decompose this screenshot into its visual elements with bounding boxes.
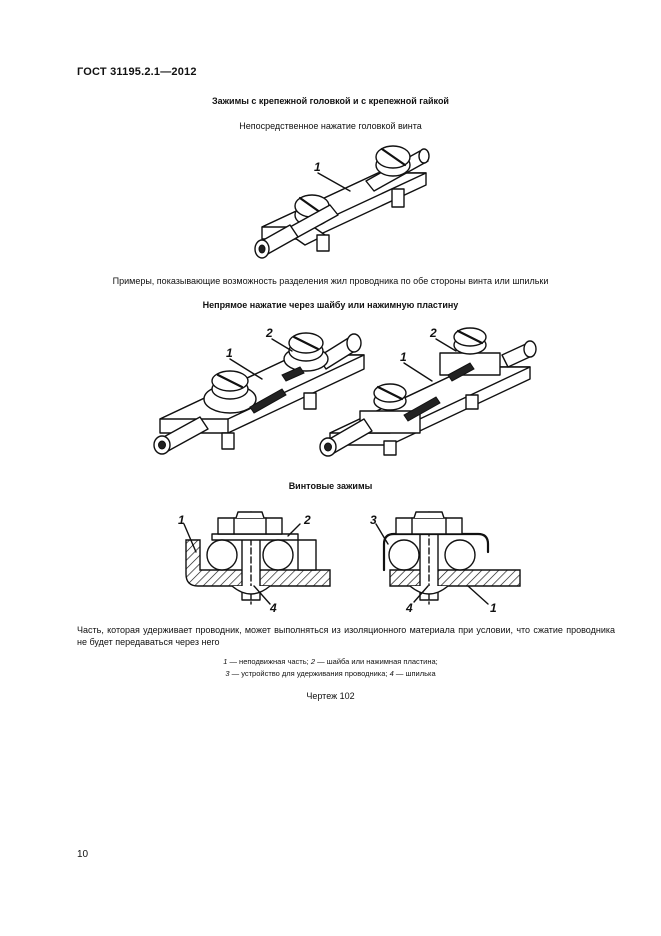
legend-num-4: 4 bbox=[389, 669, 394, 678]
right-label-2: 2 bbox=[430, 326, 437, 340]
page-number: 10 bbox=[77, 849, 89, 860]
document-header: ГОСТ 31195.2.1—2012 bbox=[77, 66, 197, 78]
right-label-3: 3 bbox=[370, 513, 377, 527]
figure-caption: Чертеж 102 bbox=[306, 691, 355, 701]
label-1: 1 bbox=[314, 160, 321, 174]
legend-text-4: — шпилька bbox=[393, 669, 436, 678]
legend-text-2: — шайба или нажимная пластина; bbox=[314, 657, 438, 666]
left-label-1: 1 bbox=[226, 346, 233, 360]
left-label-2: 2 bbox=[304, 513, 311, 527]
right-label-4: 4 bbox=[406, 601, 413, 615]
legend-line-1 bbox=[0, 656, 661, 668]
section2-title: Непрямое нажатие через шайбу или нажимную пластину bbox=[202, 300, 459, 310]
section1-subtitle: Непосредственное нажатие головкой винта bbox=[239, 121, 422, 131]
figure-direct-pressure bbox=[0, 135, 661, 275]
left-label-2: 2 bbox=[266, 326, 273, 340]
right-label-1: 1 bbox=[490, 601, 497, 615]
right-label-1: 1 bbox=[400, 350, 407, 364]
legend-num-1: 1 bbox=[223, 657, 228, 666]
figure-indirect-pressure bbox=[0, 315, 661, 465]
section1-title: Зажимы с крепежной головкой и с крепежной гайкой bbox=[212, 96, 449, 106]
legend-line-2 bbox=[0, 668, 661, 680]
left-label-4: 4 bbox=[270, 601, 277, 615]
legend-num-3: 3 bbox=[225, 669, 230, 678]
figure-screw-terminals bbox=[0, 500, 661, 615]
legend-text-1: — неподвижная часть; bbox=[227, 657, 311, 666]
note-paragraph: Часть, которая удерживает проводник, может выполняться из изоляционного материала при условии, что сжатие проводника не будет передаваться через него bbox=[77, 625, 615, 647]
left-label-1: 1 bbox=[178, 513, 185, 527]
legend-num-2: 2 bbox=[310, 657, 315, 666]
section1-caption: Примеры, показывающие возможность разделения жил проводника по обе стороны винта или шпильки bbox=[112, 276, 549, 286]
section3-title: Винтовые зажимы bbox=[288, 481, 373, 491]
legend-text-3: — устройство для удерживания проводника; bbox=[229, 669, 390, 678]
